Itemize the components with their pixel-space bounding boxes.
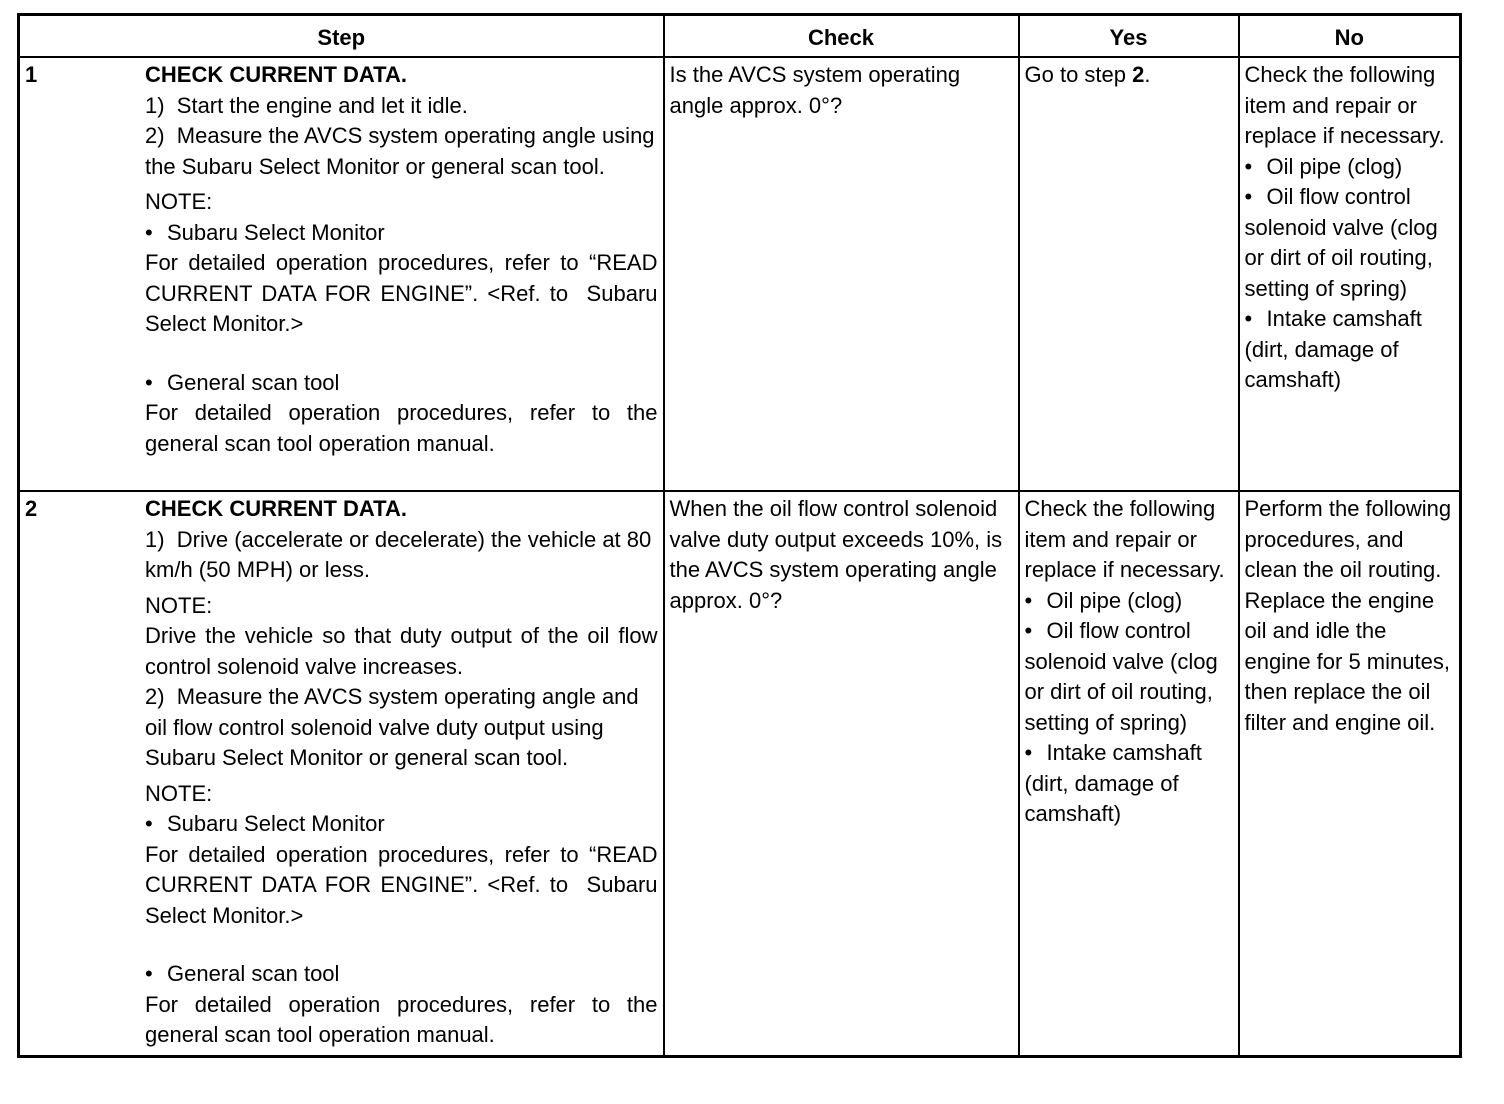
table-row: [19, 491, 1461, 1056]
step-cell: [19, 491, 664, 1056]
note-bullet: • Subaru Select Monitor: [145, 218, 658, 249]
yes-item: • Oil pipe (clog): [1025, 586, 1233, 617]
header-row: [19, 15, 1461, 58]
yes-text-suffix: .: [1144, 62, 1151, 87]
header-step: Step: [19, 15, 664, 58]
no-cell: [1239, 57, 1461, 491]
spacer: [145, 931, 658, 959]
step-instruction: 2) Measure the AVCS system operating angle and oil flow control solenoid valve duty output using Subaru Select Monitor or general scan tool.: [145, 684, 639, 770]
diagnostic-table: [17, 13, 1462, 1058]
note-text: For detailed operation procedures, refer to the general scan tool operation manual.: [145, 991, 658, 1047]
check-question: Is the AVCS system operating angle approx. 0°?: [669, 62, 961, 118]
note-text: For detailed operation procedures, refer to the general scan tool operation manual.: [145, 400, 658, 456]
step-instruction: 1) Start the engine and let it idle.: [145, 92, 468, 118]
note-label: NOTE:: [145, 592, 213, 618]
note-text: Drive the vehicle so that duty output of the oil flow control solenoid valve increases.: [145, 623, 658, 679]
header-check: Check: [664, 15, 1019, 58]
step-body: [145, 494, 658, 1051]
step-title: CHECK CURRENT DATA.: [145, 496, 407, 521]
yes-item: • Intake camshaft (dirt, damage of camshaft): [1025, 738, 1233, 830]
header-no: No: [1239, 15, 1461, 58]
no-procedure: Replace the engine oil and idle the engine for 5 minutes, then replace the oil filter and engine oil.: [1244, 587, 1450, 735]
yes-intro: Check the following item and repair or replace if necessary.: [1024, 496, 1225, 582]
yes-cell: [1019, 491, 1239, 1056]
note-bullet: • General scan tool: [145, 368, 658, 399]
step-cell: [19, 57, 664, 491]
yes-cell: [1019, 57, 1239, 491]
step-title: CHECK CURRENT DATA.: [145, 62, 407, 87]
step-instruction: 2) Measure the AVCS system operating angle using the Subaru Select Monitor or general scan tool.: [145, 123, 655, 179]
check-question: When the oil flow control solenoid valve duty output exceeds 10%, is the AVCS system operating angle approx. 0°?: [669, 496, 1003, 613]
no-cell: [1239, 491, 1461, 1056]
note-text: For detailed operation procedures, refer to “READ CURRENT DATA FOR ENGINE”. <Ref. to Subaru Select Monitor.>: [145, 841, 658, 928]
spacer: [145, 340, 658, 368]
note-text: For detailed operation procedures, refer to “READ CURRENT DATA FOR ENGINE”. <Ref. to Subaru Select Monitor.>: [145, 250, 658, 336]
no-item: • Intake camshaft (dirt, damage of camshaft): [1245, 304, 1455, 396]
step-number: 1: [25, 62, 38, 87]
no-item: • Oil flow control solenoid valve (clog or dirt of oil routing, setting of spring): [1245, 182, 1455, 304]
check-cell: [664, 57, 1019, 491]
header-yes: Yes: [1019, 15, 1239, 58]
no-item: • Oil pipe (clog): [1245, 152, 1455, 183]
note-label: NOTE:: [145, 780, 213, 806]
yes-step-link[interactable]: 2: [1132, 62, 1145, 87]
check-cell: [664, 491, 1019, 1056]
step-instruction: 1) Drive (accelerate or decelerate) the vehicle at 80 km/h (50 MPH) or less.: [145, 526, 652, 582]
step-number: 2: [25, 496, 38, 521]
yes-text: Go to step: [1024, 62, 1133, 87]
note-label: NOTE:: [145, 189, 213, 214]
no-intro: Check the following item and repair or replace if necessary.: [1244, 62, 1445, 148]
table-row: [19, 57, 1461, 491]
note-bullet: • Subaru Select Monitor: [145, 809, 658, 840]
no-procedure: Perform the following procedures, and clean the oil routing.: [1244, 496, 1452, 582]
yes-item: • Oil flow control solenoid valve (clog or dirt of oil routing, setting of spring): [1025, 616, 1233, 738]
note-bullet: • General scan tool: [145, 959, 658, 990]
step-body: [145, 60, 658, 459]
